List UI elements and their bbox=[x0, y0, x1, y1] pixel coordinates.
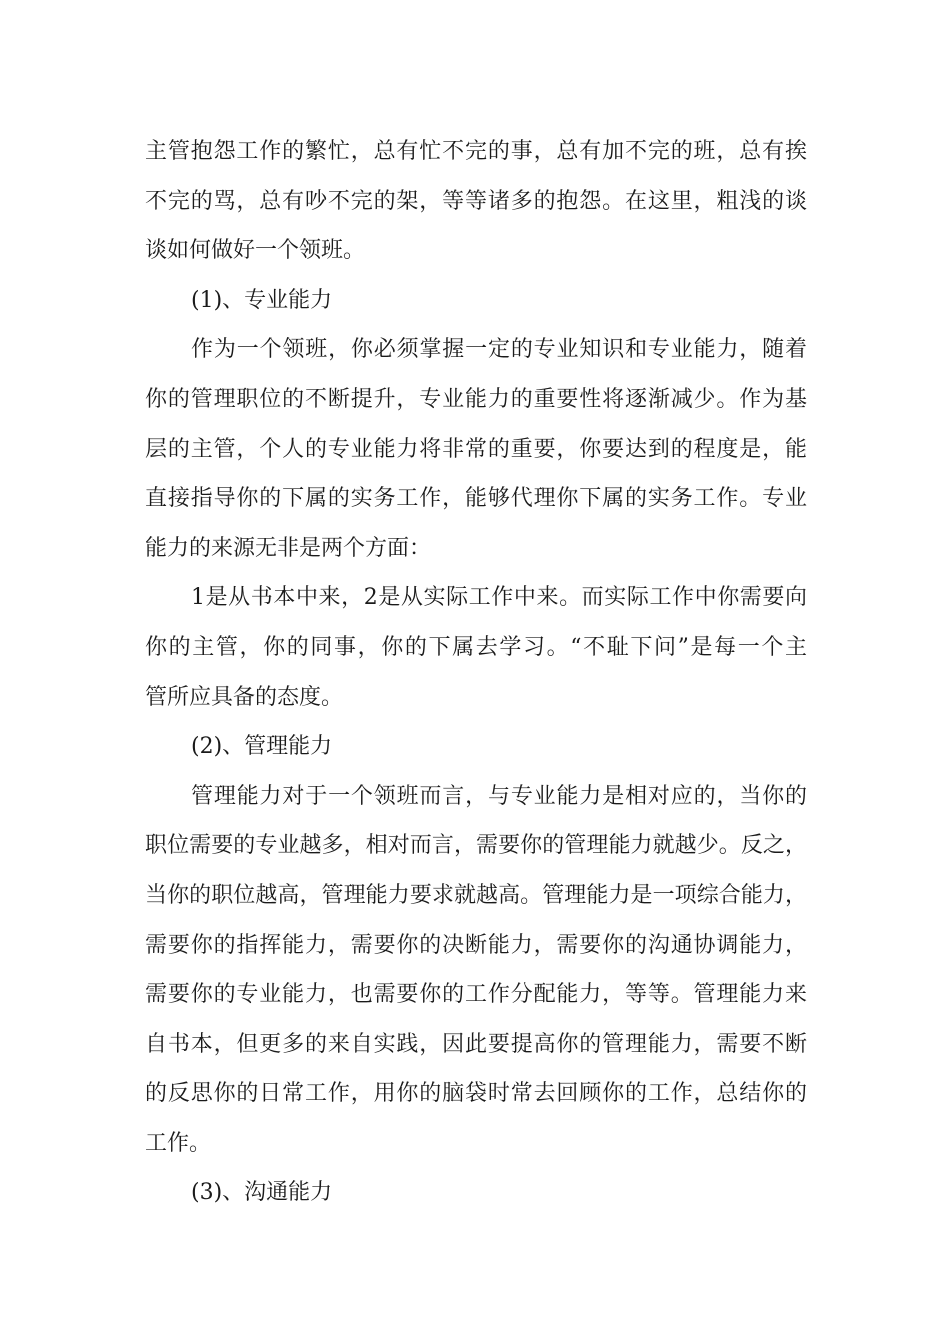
text-line: 层的主管，个人的专业能力将非常的重要，你要达到的程度是，能 bbox=[145, 436, 807, 462]
text-line: 职位需要的专业越多，相对而言，需要你的管理能力就越少。反之， bbox=[145, 833, 807, 859]
text-line: (3)、沟通能力 bbox=[191, 1180, 333, 1206]
text-line: 1是从书本中来，2是从实际工作中来。而实际工作中你需要向 bbox=[191, 585, 807, 611]
text-line: 管所应具备的态度。 bbox=[145, 684, 344, 710]
text-line: 管理能力对于一个领班而言，与专业能力是相对应的，当你的 bbox=[191, 783, 807, 809]
text-line: (2)、管理能力 bbox=[191, 734, 333, 760]
body-text bbox=[145, 127, 807, 1218]
text-line: 工作。 bbox=[145, 1130, 212, 1156]
text-line: 的反思你的日常工作，用你的脑袋时常去回顾你的工作，总结你的 bbox=[145, 1081, 807, 1107]
text-line: 需要你的专业能力，也需要你的工作分配能力，等等。管理能力来 bbox=[145, 982, 807, 1008]
text-line: 需要你的指挥能力，需要你的决断能力，需要你的沟通协调能力， bbox=[145, 932, 807, 958]
text-line: 作为一个领班，你必须掌握一定的专业知识和专业能力，随着 bbox=[191, 337, 807, 363]
text-line: 当你的职位越高，管理能力要求就越高。管理能力是一项综合能力， bbox=[145, 882, 807, 908]
text-line: (1)、专业能力 bbox=[191, 287, 333, 313]
text-line: 能力的来源无非是两个方面： bbox=[145, 535, 432, 561]
text-line: 自书本，但更多的来自实践，因此要提高你的管理能力，需要不断 bbox=[145, 1031, 807, 1057]
text-line: 谈如何做好一个领班。 bbox=[145, 238, 366, 264]
text-line: 直接指导你的下属的实务工作，能够代理你下属的实务工作。专业 bbox=[145, 486, 807, 512]
text-line: 你的主管，你的同事，你的下属去学习。“不耻下问”是每一个主 bbox=[145, 634, 807, 660]
text-line: 主管抱怨工作的繁忙，总有忙不完的事，总有加不完的班，总有挨 bbox=[145, 139, 807, 164]
text-line: 你的管理职位的不断提升，专业能力的重要性将逐渐减少。作为基 bbox=[145, 386, 807, 412]
text-line: 不完的骂，总有吵不完的架，等等诸多的抱怨。在这里，粗浅的谈 bbox=[145, 188, 807, 214]
